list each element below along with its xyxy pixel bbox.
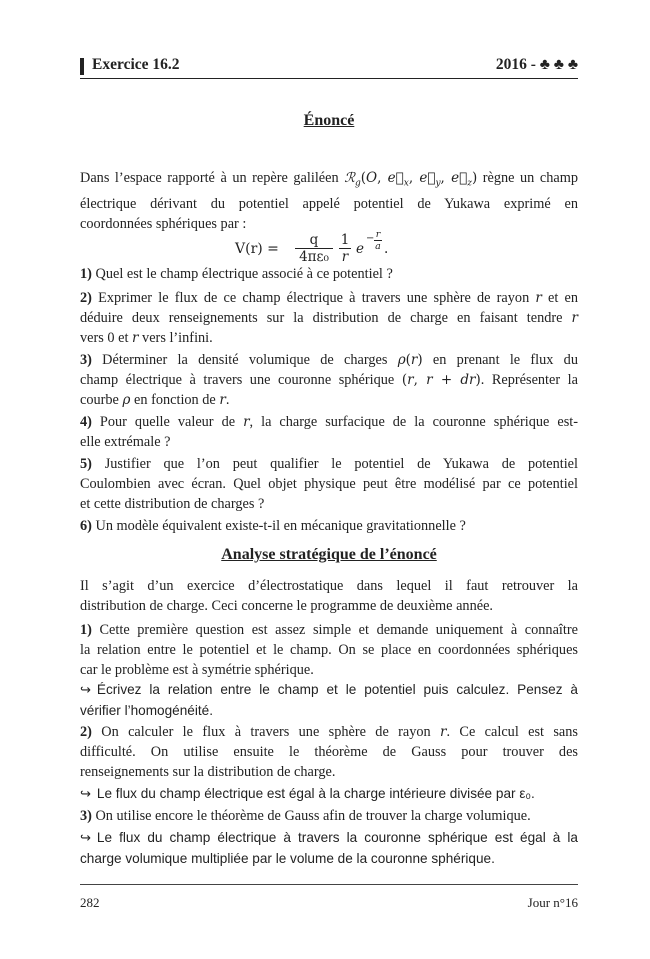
exercise-year: 2016 - (495, 56, 536, 73)
footer-divider (80, 884, 578, 885)
question-1: 1) Quel est le champ électrique associé à ce potentiel ? (80, 266, 393, 282)
intro-line: Dans l’espace rapporté à un repère galiléen ℛ$_g$(O, $e⃗_x$, $e⃗_y$, $e⃗_z$) règne un champ (80, 170, 578, 189)
exp-base: e (356, 241, 364, 257)
intro-line: coordonnées sphériques par : (80, 215, 247, 232)
hook-arrow-icon: ↪ (80, 683, 91, 698)
enonce-heading: Énoncé (303, 112, 355, 129)
intro-line: électrique dérivant du potentiel appelé potentiel de Yukawa exprimé en (80, 195, 578, 212)
enonce-intro (80, 168, 578, 234)
header-marker-bar (80, 58, 84, 75)
exp-fraction: r a (375, 229, 381, 252)
yukawa-formula (235, 229, 435, 267)
hook-arrow-icon: ↪ (80, 831, 91, 846)
page-number: 282 (80, 895, 100, 910)
question-4: 4) Pour quelle valeur de r, la charge surfacique de la couronne sphérique est- elle extrémale ? (80, 414, 578, 450)
question-3: 3) Déterminer la densité volumique de charges ρ(r) en prenant le flux du champ électrique à travers une couronne sphérique (r, r + dr). Représenter la courbe ρ en fonction de r. (80, 352, 578, 408)
question-2: 2) Exprimer le flux de ce champ électrique à travers une sphère de rayon r et en déduire deux renseignements sur la distribution de charge en faisant tendre r vers 0 et r vers l’infini. (80, 290, 578, 346)
club-icon: ♣ ♣ ♣ (539, 56, 578, 73)
hint-3: ↪ Le flux du champ électrique à travers la couronne sphérique est égal à la charge volumique multipliée par le volume de la couronne sphérique. (80, 830, 578, 866)
question-6: 6) Un modèle équivalent existe-t-il en mécanique gravitationnelle ? (80, 518, 466, 534)
fraction-q-over-4pieps: q 4πε₀ (295, 233, 333, 265)
question-5: 5) Justifier que l’on peut qualifier le potentiel de Yukawa de potentiel Coulombien avec écran. Quel objet physique peut être modélisé par ce potentiel et cette distribution de charges ? (80, 456, 578, 512)
exercise-title: Exercice 16.2 (92, 56, 180, 73)
formula-end: . (384, 241, 389, 257)
analyse-item-3: 3) On utilise encore le théorème de Gauss afin de trouver la charge volumique. (80, 808, 531, 824)
analyse-intro: Il s’agit d’un exercice d’électrostatique dans lequel il faut retrouver la distribution de charge. Ceci concerne le programme de deuxième année. (80, 578, 578, 614)
day-label: Jour n°16 (527, 895, 578, 910)
exp-minus: − (366, 233, 375, 244)
analyse-heading: Analyse stratégique de l’énoncé (221, 546, 437, 563)
fraction-one-over-r: 1 r (340, 232, 350, 265)
hint-1: ↪ Écrivez la relation entre le champ et le potentiel puis calculez. Pensez à vérifier l’homogénéité. (80, 682, 578, 718)
hint-2: ↪ Le flux du champ électrique est égal à la charge intérieure divisée par ε₀. (80, 786, 535, 802)
hook-arrow-icon: ↪ (80, 787, 91, 802)
header-year-difficulty (496, 56, 578, 74)
formula-lhs: V(r) = (235, 241, 279, 257)
header-divider (80, 78, 578, 79)
page-header (80, 56, 578, 76)
analyse-item-2: 2) On calculer le flux à travers une sphère de rayon r. Ce calcul est sans difficulté. On utilise ensuite le théorème de Gauss pour trouver des renseignements sur la distribution de charge. (80, 724, 578, 780)
analyse-item-1: 1) Cette première question est assez simple et demande uniquement à connaître la relation entre le potentiel et le champ. On se place en coordonnées sphériques car le problème est à symétrie sphérique. (80, 622, 578, 678)
